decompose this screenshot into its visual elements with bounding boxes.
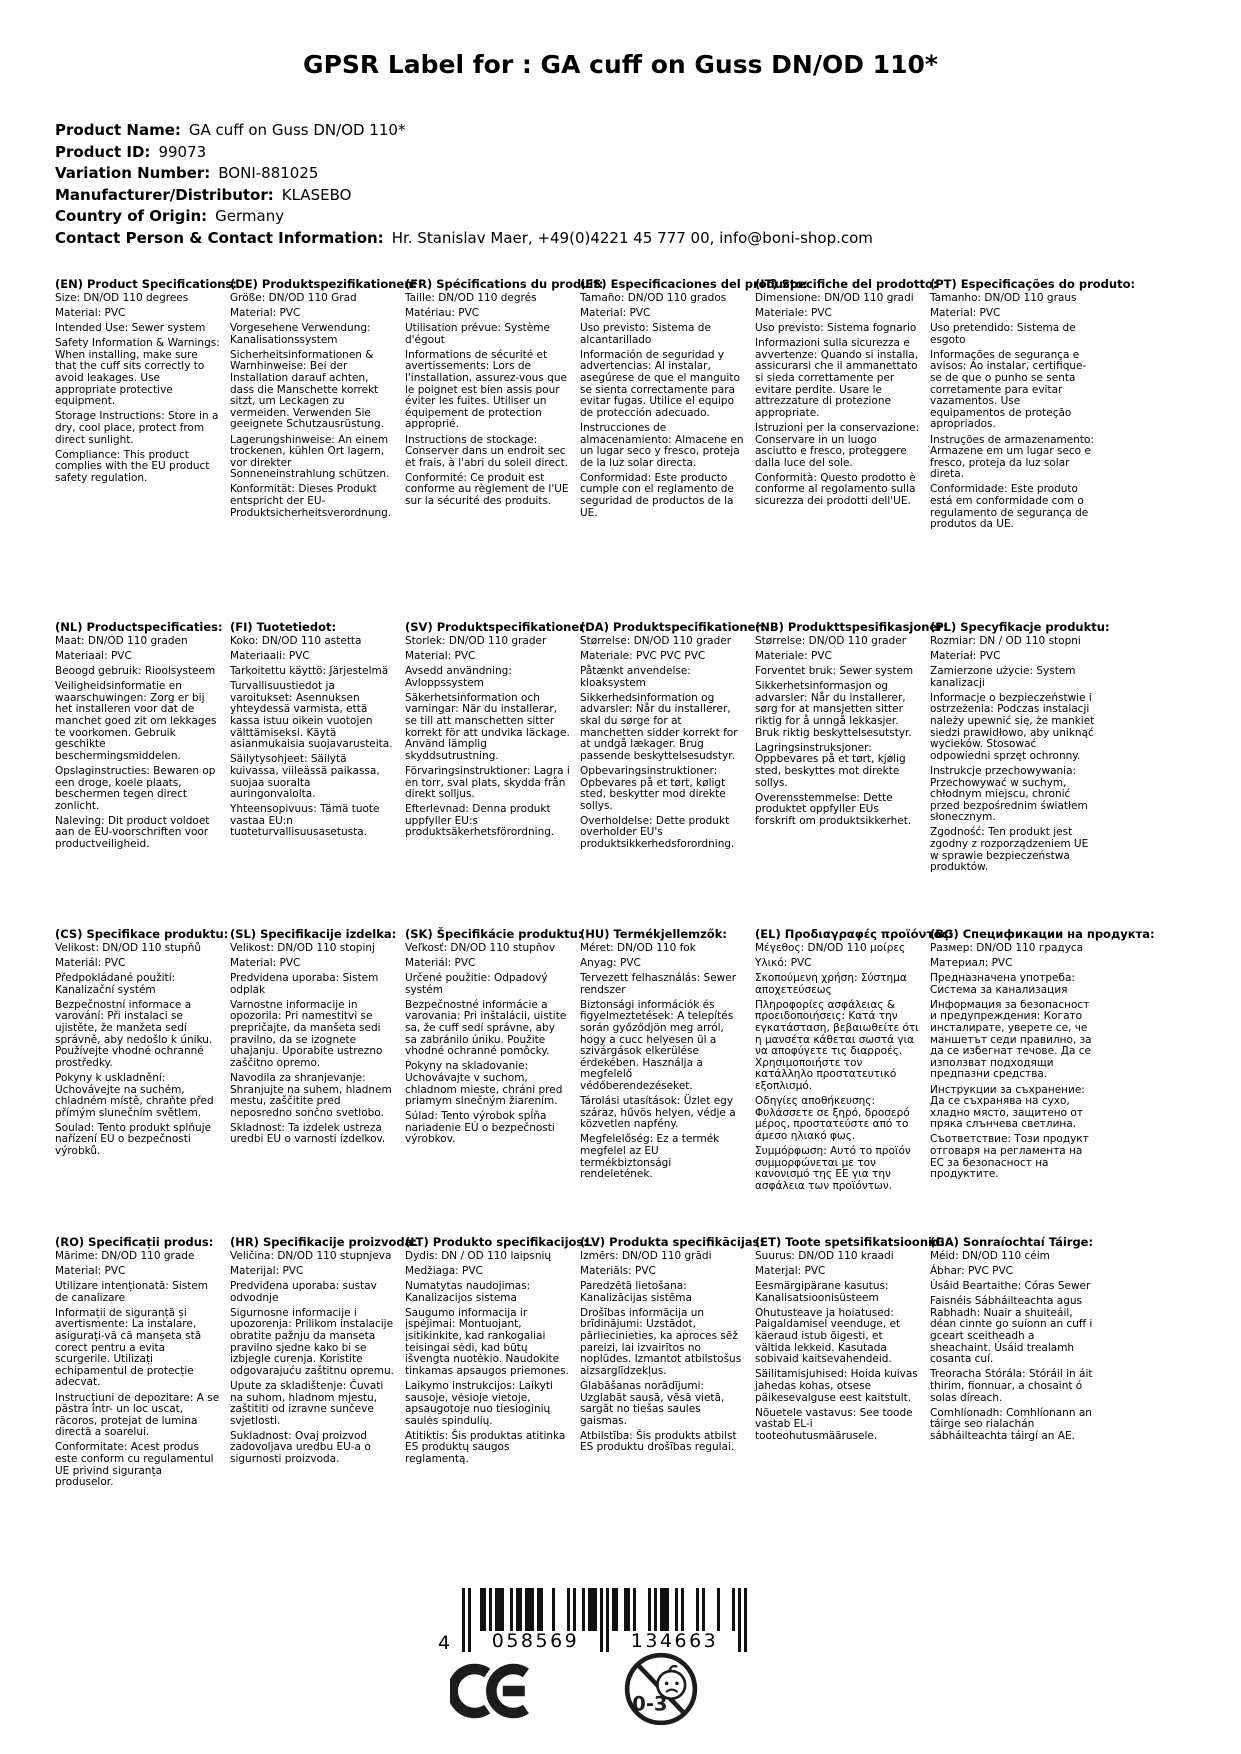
block-paragraph: Sicherheitsinformationen & Warnhinweise: Bei der Installation darauf achten, dass die Manschette korrekt sitzt, um Leckagen zu vermeiden. Verwenden Sie geeignete Schutzausrüstung. — [230, 348, 385, 431]
block-paragraph: Informazioni sulla sicurezza e avvertenze: Quando si installa, assicurarsi che il ammanettato si sieda correttamente per evitare perdite. Usare le attrezzature di protezione appropriate. — [755, 337, 919, 419]
block-paragraph: Instrucciones de almacenamiento: Almacene en un lugar seco y fresco, proteja de la luz solar directa. — [580, 421, 744, 469]
block-paragraph: Utilisation prévue: Système d'égout — [405, 322, 550, 346]
block-paragraph: Materiaali: PVC — [230, 650, 310, 663]
info-label: Variation Number: — [55, 164, 211, 182]
block-paragraph: Material: PVC — [55, 1265, 126, 1278]
block-paragraph: Eesmärgipärane kasutus: Kanalisatsioonisüsteem — [755, 1280, 889, 1304]
block-paragraph: Konformität: Dieses Produkt entspricht der EU-Produktsicherheitsverordnung. — [230, 483, 392, 519]
block-paragraph: Conformitate: Acest produs este conform cu regulamentul UE privind siguranța produselor. — [55, 1441, 214, 1489]
block-paragraph: Οδηγίες αποθήκευσης: Φυλάσσετε σε ξηρό, δροσερό μέρος, προστατεύστε από το άμεσο ηλιακό φως. — [755, 1095, 910, 1142]
block-paragraph: Conformità: Questo prodotto è conforme al regolamento sulla sicurezza dei prodotti dell'UE. — [755, 471, 916, 507]
block-paragraph: Инструкции за съхранение: Да се съхранява на сухо, хладно място, защитено от пряка слънчева светлина. — [930, 1083, 1085, 1131]
block-paragraph: Treoracha Stórála: Stóráil in áit thirim, fionnuar, a chosaint ó solas díreach. — [930, 1368, 1093, 1404]
block-paragraph: Materiale: PVC — [755, 650, 832, 663]
info-label: Product Name: — [55, 121, 181, 139]
language-block-sl — [230, 927, 405, 1235]
info-label: Contact Person & Contact Information: — [55, 228, 384, 247]
barcode-digits-right: 134663 — [611, 1631, 738, 1652]
block-heading: (PL) Specyfikacje produktu: — [930, 620, 1110, 634]
block-paragraph: Velikost: DN/OD 110 stopinj — [230, 942, 375, 954]
block-paragraph: Materiaal: PVC — [55, 650, 132, 663]
block-paragraph: Säilitamisjuhised: Hoida kuivas jahedas kohas, otsese päikesevalguse eest kaitstult. — [755, 1368, 918, 1404]
block-paragraph: Koko: DN/OD 110 astetta — [230, 635, 362, 647]
block-paragraph: Tárolási utasítások: Üzlet egy száraz, hűvös helyen, védje a közvetlen napfény. — [580, 1095, 736, 1131]
block-paragraph: Material: PVC — [405, 650, 476, 663]
block-paragraph: Υλικό: PVC — [755, 957, 812, 970]
product-info — [55, 120, 873, 249]
block-paragraph: Faisnéis Sábháilteachta agus Rabhadh: Nuair a shuiteáil, déan cinnte go suíonn an cuff i gceart sceitheadh a sheachaint. Úsáid trealamh cosanta cuí. — [930, 1295, 1093, 1366]
block-paragraph: Uso pretendido: Sistema de esgoto — [930, 322, 1076, 346]
block-paragraph: Размер: DN/OD 110 градуса — [930, 942, 1084, 954]
block-paragraph: Súlad: Tento výrobok spĺňa nariadenie EÚ o bezpečnosti výrobkov. — [405, 1110, 555, 1146]
language-block-hu — [580, 927, 755, 1235]
block-paragraph: Instrukcje przechowywania: Przechowywać w suchym, chłodnym miejscu, chronić przed bezpośrednim światłem słonecznym. — [930, 764, 1088, 824]
block-paragraph: Tarkoitettu käyttö: Järjestelmä — [230, 665, 389, 678]
block-paragraph: Информация за безопасност и предупреждения: Когато инсталирате, уверете се, че маншетът седи правилно, за да се избегнат течове. Да се използват подходящи предпазни средства. — [930, 998, 1092, 1081]
block-paragraph: Materiale: PVC — [755, 307, 832, 320]
block-paragraph: Material: PVC — [930, 307, 1001, 320]
block-heading: (DA) Produktspecifikationer: — [580, 620, 766, 634]
block-heading: (EL) Προδιαγραφές προϊόντος: — [755, 927, 954, 941]
block-heading: (LT) Produkto specifikacijos: — [405, 1235, 588, 1249]
block-paragraph: Atbilstība: Šis produkts atbilst ES produktu drošības regulai. — [580, 1429, 737, 1454]
block-paragraph: Určené použitie: Odpadový systém — [405, 972, 548, 996]
language-block-cs — [55, 927, 230, 1235]
block-paragraph: Предназначена употреба: Система за канализация — [930, 972, 1075, 996]
block-paragraph: Opslaginstructies: Bewaren op een droge, koele plaats, beschermen tegen direct zonlicht. — [55, 764, 216, 812]
block-paragraph: Material: PVC — [230, 307, 301, 320]
block-heading: (LV) Produkta specifikācijas: — [580, 1235, 764, 1249]
block-paragraph: Velikost: DN/OD 110 stupňů — [55, 942, 202, 954]
block-paragraph: Materiał: PVC — [930, 650, 1001, 663]
block-paragraph: Sigurnosne informacije i upozorenja: Prilikom instalacije obratite pažnju da manseta pravilno sjedne kako bi se izbjegle curenja. Koristite odgovarajuću zaštitnu opremu. — [230, 1306, 394, 1377]
block-paragraph: Predvidena uporaba: Sistem odplak — [230, 972, 379, 996]
language-block-et — [755, 1235, 945, 1492]
product-info-row — [55, 120, 873, 142]
info-value: GA cuff on Guss DN/OD 110* — [188, 121, 406, 139]
block-paragraph: Conformité: Ce produit est conforme au règlement de l'UE sur la sécurité des produits. — [405, 471, 569, 507]
block-paragraph: Ohutusteave ja hoiatused: Paigaldamisel veenduge, et käeraud istub õigesti, et vältida lekkeid. Kasutada sobivaid kaitsevahendeid. — [755, 1306, 901, 1366]
language-block-pt — [930, 277, 1136, 620]
block-heading: (DE) Produktspezifikationen: — [230, 277, 418, 291]
block-paragraph: Lagerungshinweise: An einem trockenen, kühlen Ort lagern, vor direkter Sonneneinstrahlung schützen. — [230, 433, 390, 481]
block-heading: (PT) Especificações do produto: — [930, 277, 1136, 291]
block-heading: (BG) Спецификации на продукта: — [930, 927, 1155, 941]
block-paragraph: Taille: DN/OD 110 degrés — [405, 292, 537, 304]
block-paragraph: Navodila za shranjevanje: Shranjujte na suhem, hladnem mestu, zaščitite pred neposredno sončno svetlobo. — [230, 1071, 392, 1119]
block-paragraph: Upute za skladištenje: Čuvati na suhom, hladnom mjestu, zaštititi od izravne sunčeve svjetlosti. — [230, 1379, 384, 1427]
barcode-digit-system: 4 — [437, 1632, 451, 1654]
language-block-da — [580, 620, 766, 927]
block-paragraph: Forventet bruk: Sewer system — [755, 665, 914, 678]
block-paragraph: Instruções de armazenamento: Armazene em um lugar seco e fresco, proteja da luz solar direta. — [930, 433, 1094, 481]
info-value: 99073 — [158, 142, 207, 161]
block-paragraph: Veiligheidsinformatie en waarschuwingen: Zorg er bij het installeren voor dat de manchet goed zit om lekkages te voorkomen. Gebruik geschikte beschermingsmiddelen. — [55, 680, 217, 762]
language-block-el — [755, 927, 954, 1235]
block-paragraph: Suurus: DN/OD 110 kraadi — [755, 1250, 894, 1262]
language-block-nb — [755, 620, 948, 927]
block-paragraph: Soulad: Tento produkt splňuje nařízení EU o bezpečnosti výrobků. — [55, 1121, 212, 1157]
block-paragraph: Uso previsto: Sistema de alcantarillado — [580, 322, 711, 346]
block-heading: (NB) Produkttspesifikasjoner: — [755, 620, 948, 634]
block-heading: (RO) Specificații produs: — [55, 1235, 214, 1249]
block-heading: (FI) Tuotetiedot: — [230, 620, 337, 634]
block-paragraph: Συμμόρφωση: Αυτό το προϊόν συμμορφώνεται με τον κανονισμό της ΕΕ για την ασφάλεια των προϊόντων. — [755, 1145, 911, 1192]
language-block-it — [755, 277, 938, 620]
product-info-row — [55, 228, 873, 250]
block-paragraph: Πληροφορίες ασφάλειας & προειδοποιήσεις: Κατά την εγκατάσταση, βεβαιωθείτε ότι η μανσέτα κάθεται σωστά για να αποφύγετε τις διαρροές. Χρησιμοποιήστε τον κατάλληλο προστατευτικό εξοπλισμό. — [755, 998, 919, 1093]
block-paragraph: Instrucțiuni de depozitare: A se păstra într- un loc uscat, răcoros, protejat de lumina directă a soarelui. — [55, 1391, 220, 1439]
page-title: GPSR Label for : GA cuff on Guss DN/OD 110* — [303, 50, 938, 79]
block-paragraph: Megfelelőség: Ez a termék megfelel az EU termékbiztonsági rendeletének. — [580, 1133, 720, 1181]
language-block-pl — [930, 620, 1110, 927]
svg-text:0-3: 0-3 — [632, 1692, 668, 1716]
block-paragraph: Mărime: DN/OD 110 grade — [55, 1250, 195, 1262]
block-paragraph: Tamanho: DN/OD 110 graus — [930, 292, 1077, 304]
language-block-sk — [405, 927, 583, 1235]
block-paragraph: Naleving: Dit product voldoet aan de EU-voorschriften voor productveiligheid. — [55, 814, 210, 850]
block-paragraph: Předpokládané použití: Kanalizační systém — [55, 972, 176, 996]
block-paragraph: Maat: DN/OD 110 graden — [55, 635, 188, 647]
block-paragraph: Veličina: DN/OD 110 stupnjeva — [230, 1250, 392, 1262]
barcode-digits-left: 058569 — [472, 1631, 599, 1652]
block-paragraph: Veľkosť: DN/OD 110 stupňov — [405, 942, 556, 954]
language-block-sv — [405, 620, 590, 927]
block-paragraph: Storage Instructions: Store in a dry, cool place, protect from direct sunlight. — [55, 410, 219, 446]
info-value: Hr. Stanislav Maer, +49(0)4221 45 777 00, info@boni-shop.com — [391, 228, 873, 247]
language-block-lt — [405, 1235, 588, 1492]
block-paragraph: Biztonsági információk és figyelmeztetések: A telepítés során győződjön meg arról, hogy a cucc helyesen ül a szivárgások elkerülése érdekében. Használja a megfelelő védőberendezéseket. — [580, 998, 734, 1093]
block-paragraph: Informations de sécurité et avertissements: Lors de l'installation, assurez-vous que le poignet est bien assis pour éviter les fuites. Utiliser un équipement de protection approprié. — [405, 348, 567, 431]
block-heading: (HU) Termékjellemzők: — [580, 927, 727, 941]
product-info-row — [55, 142, 873, 164]
block-paragraph: Μέγεθος: DN/OD 110 μοίρες — [755, 942, 906, 954]
block-paragraph: Atitiktis: Šis produktas atitinka ES produktų saugos reglamentą. — [405, 1429, 566, 1465]
block-heading: (CS) Specifikace produktu: — [55, 927, 229, 941]
block-paragraph: Méid: DN/OD 110 céim — [930, 1250, 1050, 1262]
block-paragraph: Safety Information & Warnings: When installing, make sure that the cuff sits correctly to avoid leakages. Use appropriate protective equipment. — [55, 337, 220, 408]
block-paragraph: Zamierzone użycie: System kanalizacji — [930, 665, 1076, 689]
block-paragraph: Méret: DN/OD 110 fok — [580, 942, 696, 954]
block-paragraph: Skladnost: Ta izdelek ustreza uredbi EU o varnosti izdelkov. — [230, 1121, 386, 1146]
language-block-fi — [230, 620, 405, 927]
block-paragraph: Größe: DN/OD 110 Grad — [230, 292, 357, 304]
block-paragraph: Σκοπούμενη χρήση: Σύστημα αποχετεύσεως — [755, 972, 907, 996]
block-paragraph: Съответствие: Този продукт отговаря на регламента на ЕС за безопасност на продуктите. — [930, 1133, 1089, 1181]
block-paragraph: Pokyny k uskladnění: Uchovávejte na suchém, chladném místě, chraňte před přímým slunečním světlem. — [55, 1071, 214, 1119]
block-paragraph: Opbevaringsinstruktioner: Opbevares på et tørt, køligt sted, beskytter mod direkte sollys. — [580, 764, 726, 812]
block-paragraph: Informații de siguranță și avertismente: La instalare, asigurați-vă că manșeta stă corect pentru a evita scurgerile. Utilizați echipamentul de protecție adecvat. — [55, 1306, 202, 1389]
block-heading: (ET) Toote spetsifikatsioonid: — [755, 1235, 945, 1249]
product-info-row — [55, 163, 873, 185]
language-blocks-grid — [55, 277, 1155, 1492]
block-paragraph: Turvallisuustiedot ja varoitukset: Asennuksen yhteydessä varmista, että kassa istuu oikein vuotojen välttämiseksi. Käytä asianmukaisia suojavarusteita. — [230, 680, 393, 751]
block-paragraph: Sikkerhedsinformation og advarsler: Når du installerer, skal du sørge for at manchetten sidder korrekt for at undgå lækager. Brug passende beskyttelsesudstyr. — [580, 691, 738, 762]
block-paragraph: Dydis: DN / OD 110 laipsnių — [405, 1250, 552, 1262]
block-paragraph: Nõuetele vastavus: See toode vastab EL-i tooteohutusmäärusele. — [755, 1406, 913, 1442]
language-block-bg — [930, 927, 1155, 1235]
block-paragraph: Uso previsto: Sistema fognario — [755, 322, 917, 335]
block-paragraph: Matériau: PVC — [405, 307, 480, 320]
age-warning-0-3-icon — [622, 1650, 700, 1728]
language-block-ro — [55, 1235, 230, 1492]
block-paragraph: Instructions de stockage: Conserver dans un endroit sec et frais, à l'abri du soleil direct. — [405, 433, 569, 469]
block-paragraph: Varnostne informacije in opozorila: Pri namestitvi se prepričajte, da manšeta sedi pravilno, da se izognete uhajanju. Uporabite ustrezno zaščitno opremo. — [230, 998, 383, 1069]
block-paragraph: Izmērs: DN/OD 110 grādi — [580, 1250, 712, 1262]
language-block-de — [230, 277, 418, 620]
block-paragraph: Anyag: PVC — [580, 957, 641, 970]
block-paragraph: Størrelse: DN/OD 110 grader — [580, 635, 732, 647]
block-paragraph: Ábhar: PVC PVC — [930, 1265, 1013, 1278]
block-heading: (ES) Especificaciones del producto: — [580, 277, 808, 291]
block-heading: (IT) Specifiche del prodotto: — [755, 277, 938, 291]
block-paragraph: Beoogd gebruik: Rioolsysteem — [55, 665, 216, 678]
product-info-row — [55, 185, 873, 207]
language-block-fr — [405, 277, 604, 620]
block-paragraph: Informacje o bezpieczeństwie i ostrzeżenia: Podczas instalacji należy upewnić się, że mankiet siedzi prawidłowo, aby uniknąć wycieków. Stosować odpowiedni sprzęt ochronny. — [930, 691, 1095, 762]
block-heading: (NL) Productspecificaties: — [55, 620, 223, 634]
info-label: Manufacturer/Distributor: — [55, 185, 274, 204]
block-heading: (SK) Špecifikácie produktu: — [405, 927, 583, 941]
block-paragraph: Predviđena uporaba: sustav odvodnje — [230, 1280, 377, 1304]
block-heading: (SV) Produktspecifikationer: — [405, 620, 590, 634]
info-value: Germany — [215, 207, 285, 225]
block-paragraph: Paredzētā lietošana: Kanalizācijas sistēma — [580, 1280, 692, 1304]
block-paragraph: Materiál: PVC — [55, 957, 126, 970]
block-paragraph: Compliance: This product complies with the EU product safety regulation. — [55, 448, 210, 484]
block-paragraph: Sukladnost: Ovaj proizvod zadovoljava uredbu EU-a o sigurnosti proizvoda. — [230, 1429, 371, 1465]
block-heading: (SL) Specifikacije izdelka: — [230, 927, 397, 941]
info-label: Product ID: — [55, 142, 151, 161]
block-paragraph: Materijal: PVC — [230, 1265, 304, 1278]
block-paragraph: Laikymo instrukcijos: Laikyti sausoje, vėsioje vietoje, apsaugotoje nuo tiesioginių saulės spindulių. — [405, 1379, 553, 1427]
info-value: KLASEBO — [281, 185, 352, 204]
block-paragraph: Materjal: PVC — [755, 1265, 826, 1278]
ean13-barcode — [437, 1588, 747, 1660]
block-paragraph: Dimensione: DN/OD 110 gradi — [755, 292, 914, 304]
block-paragraph: Overholdelse: Dette produkt overholder EU's produktsikkerhedsforordning. — [580, 814, 735, 850]
info-label: Country of Origin: — [55, 207, 208, 225]
block-paragraph: Påtænkt anvendelse: kloaksystem — [580, 665, 691, 689]
block-paragraph: Efterlevnad: Denna produkt uppfyller EU:s produktsäkerhetsförordning. — [405, 803, 555, 839]
block-heading: (EN) Product Specifications: — [55, 277, 237, 291]
block-paragraph: Información de seguridad y advertencias: Al instalar, asegúrese de que el manguito se sienta correctamente para evitar fugas. Utilice el equipo de protección adecuado. — [580, 348, 740, 419]
block-paragraph: Materiale: PVC PVC PVC — [580, 650, 706, 663]
language-block-ga — [930, 1235, 1105, 1492]
block-paragraph: Istruzioni per la conservazione: Conservare in un luogo asciutto e fresco, proteggere dalla luce del sole. — [755, 421, 920, 469]
language-block-nl — [55, 620, 230, 927]
block-paragraph: Material: PVC — [230, 957, 301, 970]
block-paragraph: Størrelse: DN/OD 110 grader — [755, 635, 907, 647]
block-paragraph: Bezpečnostní informace a varování: Při instalaci se ujistěte, že manžeta sedí správně, aby nedošlo k úniku. Používejte vhodné ochranné prostředky. — [55, 998, 213, 1069]
block-paragraph: Overensstemmelse: Dette produktet oppfyller EUs forskrift om produktsikkerhet. — [755, 791, 912, 827]
block-paragraph: Pokyny na skladovanie: Uchovávajte v suchom, chladnom mieste, chráni pred priamym slnečným žiarením. — [405, 1060, 563, 1108]
block-paragraph: Conformidade: Este produto está em conformidade com o regulamento de segurança de produtos da UE. — [930, 483, 1089, 531]
block-paragraph: Avsedd användning: Avloppssystem — [405, 665, 512, 689]
block-paragraph: Storlek: DN/OD 110 grader — [405, 635, 547, 647]
block-paragraph: Rozmiar: DN / OD 110 stopni — [930, 635, 1081, 647]
product-info-row — [55, 206, 873, 228]
ce-mark-icon — [450, 1662, 538, 1720]
language-block-lv — [580, 1235, 764, 1492]
block-paragraph: Úsáid Beartaithe: Córas Sewer — [930, 1280, 1091, 1293]
block-paragraph: Material: PVC — [580, 307, 651, 320]
block-paragraph: Materiál: PVC — [405, 957, 476, 970]
block-paragraph: Säilytysohjeet: Säilytä kuivassa, viileässä paikassa, suojaa suoralta auringonvalolta. — [230, 753, 380, 801]
block-paragraph: Glabāšanas norādījumi: Uzglabāt sausā, vēsā vietā, sargāt no tiešas saules gaismas. — [580, 1379, 725, 1427]
block-paragraph: Material: PVC — [55, 307, 126, 320]
block-heading: (FR) Spécifications du produit: — [405, 277, 604, 291]
block-paragraph: Medžiaga: PVC — [405, 1265, 483, 1278]
block-paragraph: Saugumo informacija ir įspėjimai: Montuojant, įsitikinkite, kad rankogaliai teisingai sėdi, kad būtų išvengta nuotėkio. Naudokite tinkamas apsaugos priemones. — [405, 1306, 569, 1377]
block-paragraph: Numatytas naudojimas: Kanalizacijos sistema — [405, 1280, 531, 1304]
language-block-en — [55, 277, 237, 620]
block-heading: (GA) Sonraíochtaí Táirge: — [930, 1235, 1094, 1249]
info-value: BONI-881025 — [218, 164, 319, 182]
block-paragraph: Comhlíonadh: Comhlíonann an táirge seo rialachán sábháilteachta táirgí an AE. — [930, 1406, 1092, 1442]
block-paragraph: Informações de segurança e avisos: Ao instalar, certifique-se de que o punho se senta corretamente para evitar vazamentos. Use equipamentos de proteção apropriados. — [930, 348, 1087, 431]
language-block-hr — [230, 1235, 417, 1492]
block-paragraph: Материал: PVC — [930, 957, 1013, 970]
block-paragraph: Drošības informācija un brīdinājumi: Uzstādot, pārliecinieties, ka aproces sēž pareizi, lai izvairītos no noplūdes. Izmantot atbilstošus aizsarglīdzekļus. — [580, 1306, 742, 1377]
block-paragraph: Vorgesehene Verwendung: Kanalisationssystem — [230, 322, 371, 346]
block-paragraph: Zgodność: Ten produkt jest zgodny z rozporządzeniem UE w sprawie bezpieczeństwa produktów. — [930, 826, 1089, 874]
block-paragraph: Säkerhetsinformation och varningar: När du installerar, se till att manschetten sitter korrekt för att undvika läckage. Använd lämplig skyddsutrustning. — [405, 691, 570, 762]
block-paragraph: Yhteensopivuus: Tämä tuote vastaa EU:n tuoteturvallisuusasetusta. — [230, 803, 380, 839]
block-paragraph: Intended Use: Sewer system — [55, 322, 206, 335]
block-heading: (HR) Specifikacije proizvoda: — [230, 1235, 417, 1249]
block-paragraph: Sikkerhetsinformasjon og advarsler: Når du installerer, sørg for at mansjetten sitter riktig for å unngå lekkasjer. Bruk riktig beskyttelsesutstyr. — [755, 680, 912, 739]
block-paragraph: Förvaringsinstruktioner: Lagra i en torr, sval plats, skydda från direkt solljus. — [405, 764, 570, 801]
block-paragraph: Size: DN/OD 110 degrees — [55, 292, 189, 304]
block-paragraph: Tervezett felhasználás: Sewer rendszer — [580, 972, 737, 996]
block-paragraph: Materiāls: PVC — [580, 1265, 656, 1278]
block-paragraph: Utilizare intenționată: Sistem de canalizare — [55, 1280, 209, 1304]
block-paragraph: Conformidad: Este producto cumple con el reglamento de seguridad de productos de la UE. — [580, 471, 734, 519]
block-paragraph: Tamaño: DN/OD 110 grados — [580, 292, 727, 304]
block-paragraph: Lagringsinstruksjoner: Oppbevares på et tørt, kjølig sted, beskyttes mot direkte sollys. — [755, 741, 906, 789]
block-paragraph: Bezpečnostné informácie a varovania: Pri inštalácii, uistite sa, že cuff sedí správne, aby sa zabránilo úniku. Použite vhodné ochranné pomôcky. — [405, 998, 567, 1058]
